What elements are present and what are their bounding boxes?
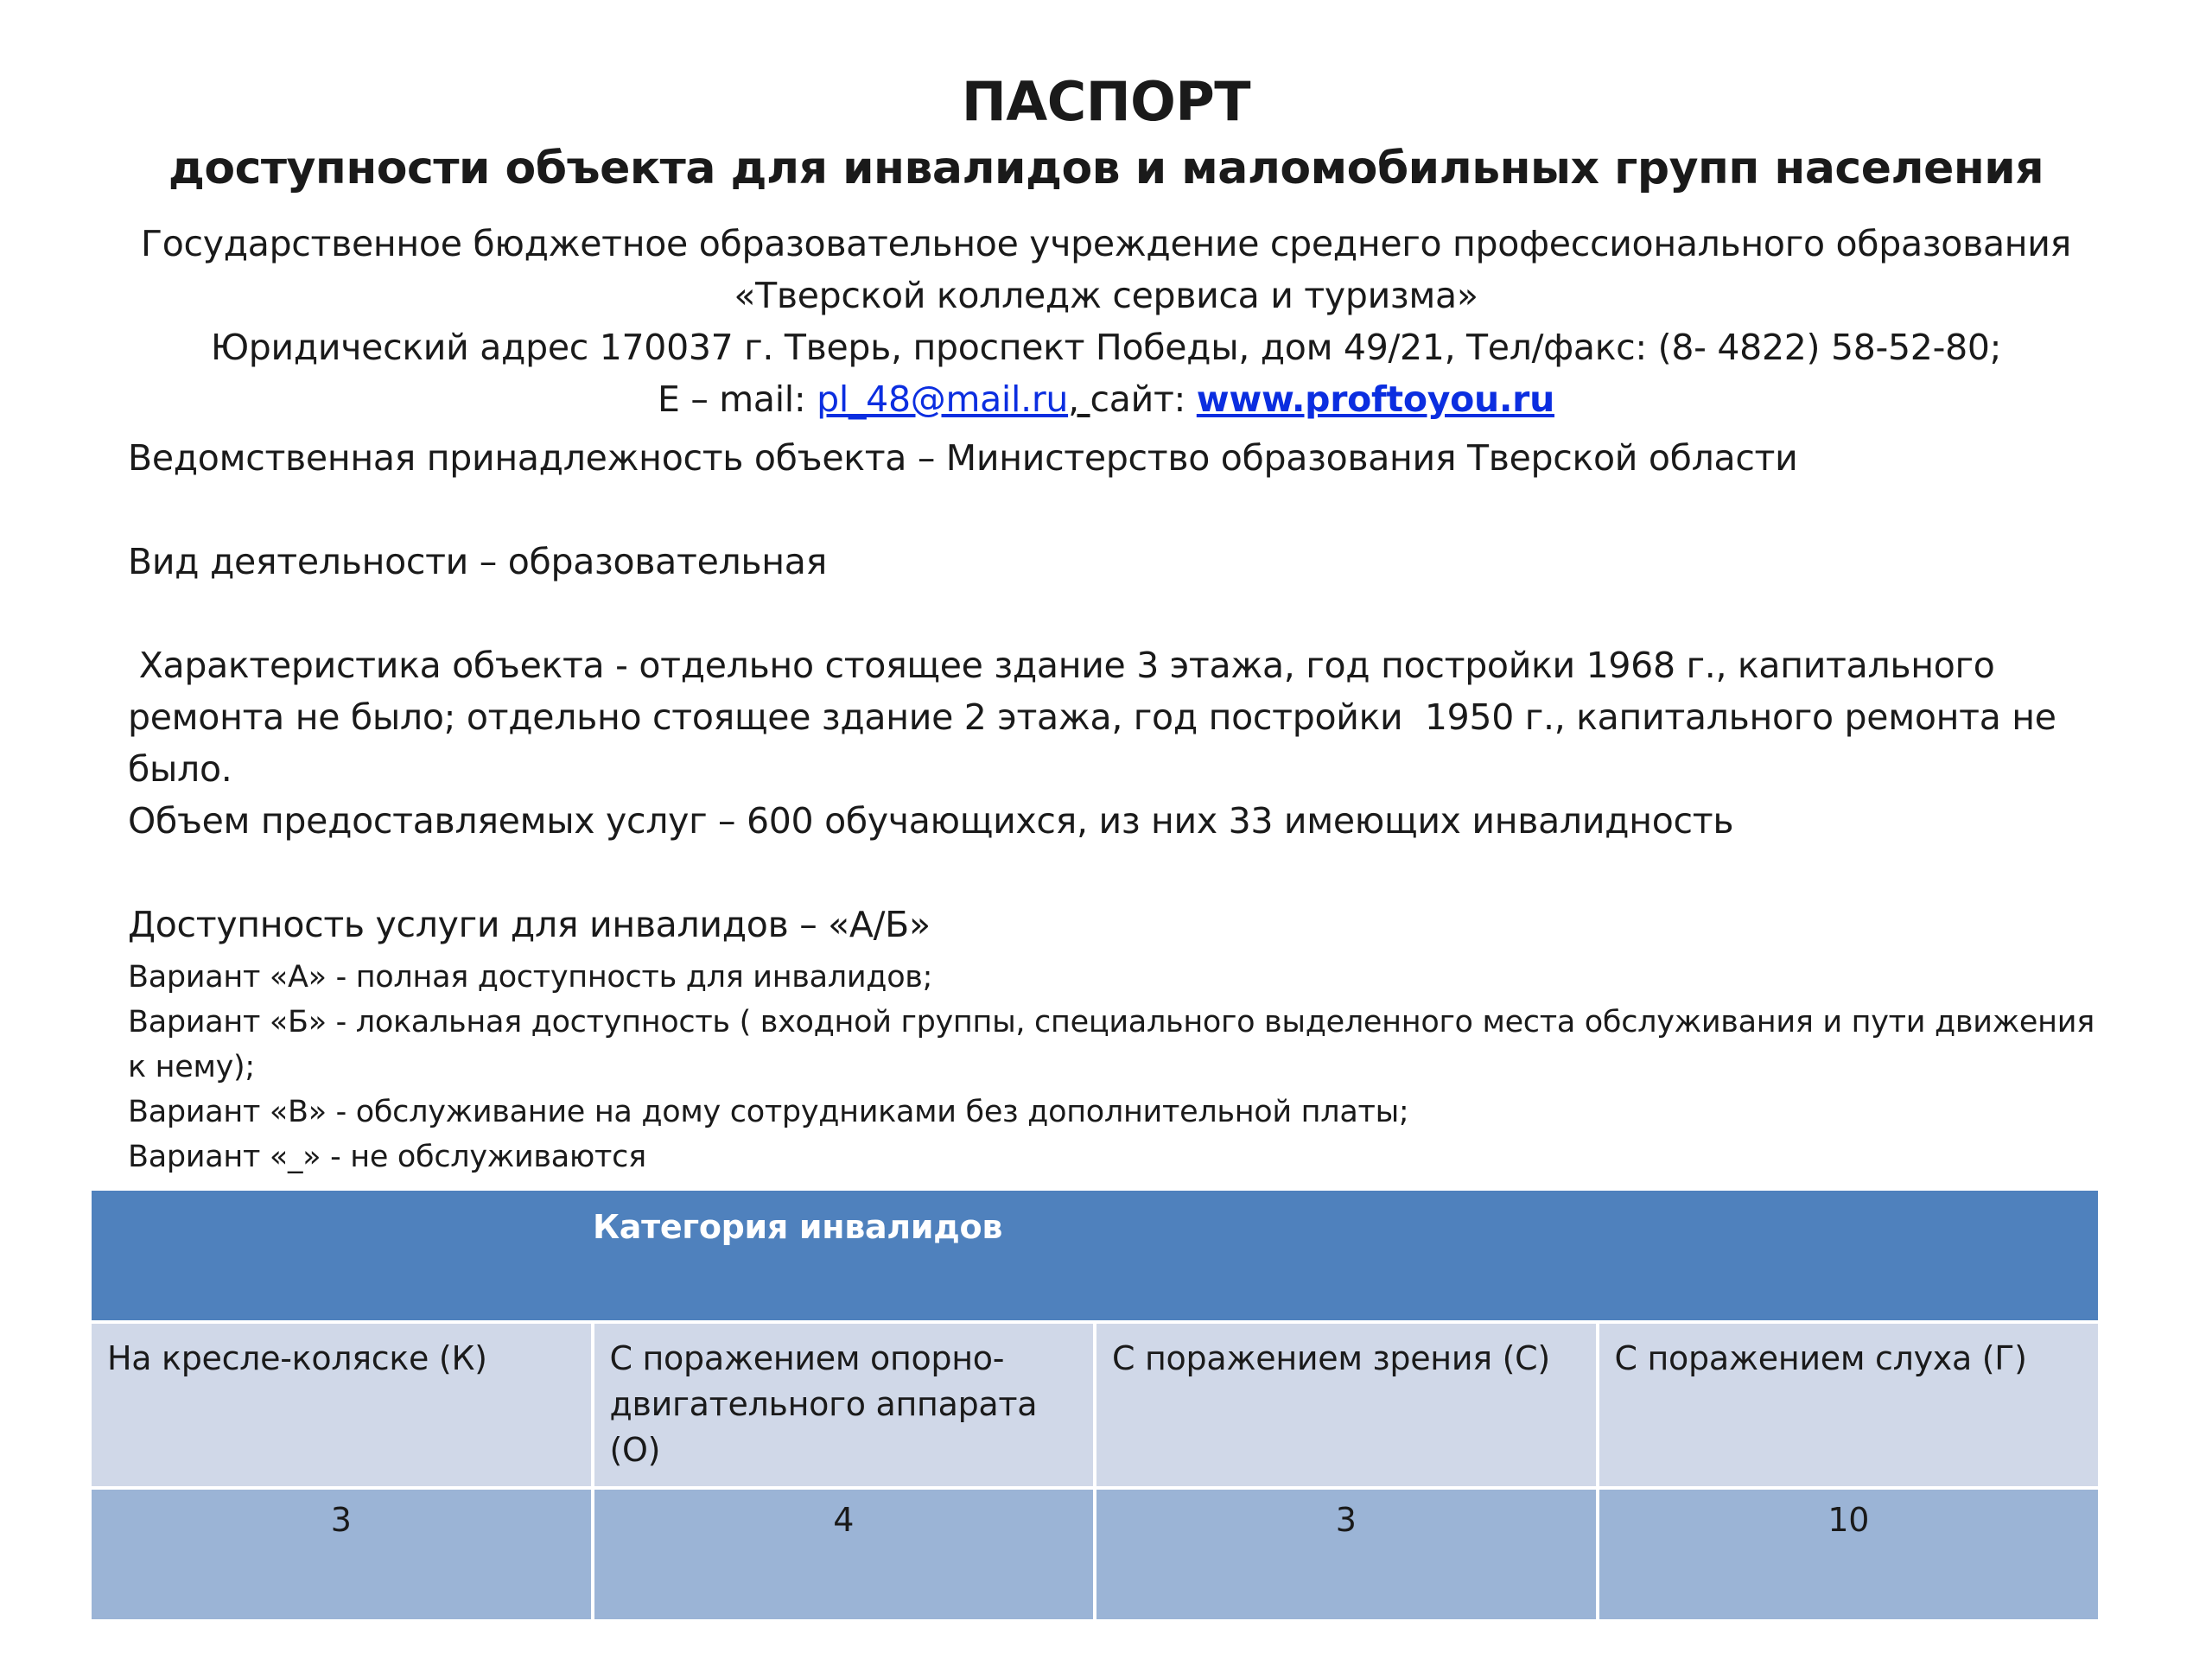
- disability-categories-table: [88, 1187, 2101, 1623]
- value-cell: 4: [593, 1488, 1096, 1621]
- value-cell: 3: [1095, 1488, 1598, 1621]
- variants-list: [128, 955, 2115, 1179]
- website-link[interactable]: www.proftoyou.ru: [1196, 378, 1554, 420]
- category-cell: На кресле-коляске (К): [90, 1322, 593, 1488]
- organization-info: [0, 218, 2212, 425]
- table-header-label: Категория инвалидов: [593, 1208, 1003, 1246]
- service-volume-text: Объем предоставляемых услуг – 600 обучающихся, из них 33 имеющих инвалидность: [128, 800, 1734, 842]
- site-label: сайт:: [1090, 378, 1197, 420]
- email-separator: ,: [1068, 378, 1090, 420]
- legal-address: Юридический адрес 170037 г. Тверь, проспект Победы, дом 49/21, Тел/факс: (8- 4822) 58-52-80;: [210, 327, 2002, 368]
- variant-b: Вариант «Б» - локальная доступность ( входной группы, специального выделенного места обслуживания и пути движения к нему);: [128, 1005, 2094, 1084]
- category-cell: С поражением опорно-двигательного аппарата (О): [593, 1322, 1096, 1488]
- characteristics-text: Характеристика объекта - отдельно стоящее здание 3 этажа, год постройки 1968 г., капитального ремонта не было; отдельно стоящее здание 2 этажа, год постройки 1950 г., капитального ремонта не было.: [128, 645, 2068, 790]
- availability-text: Доступность услуги для инвалидов – «А/Б»: [128, 904, 931, 945]
- table-header-cell: [90, 1189, 2100, 1322]
- variant-v: Вариант «В» - обслуживание на дому сотрудниками без дополнительной платы;: [128, 1095, 1409, 1129]
- table-row: [90, 1488, 2100, 1621]
- value-cell: 10: [1598, 1488, 2101, 1621]
- organization-short-name: «Тверской колледж сервиса и туризма»: [734, 275, 1478, 316]
- variant-none: Вариант «_» - не обслуживаются: [128, 1140, 646, 1174]
- email-link[interactable]: pl_48@mail.ru: [817, 378, 1069, 420]
- activity-text: Вид деятельности – образовательная: [128, 541, 827, 582]
- contacts-line: [0, 373, 2212, 425]
- table-header-row: [90, 1189, 2100, 1322]
- table-row: [90, 1322, 2100, 1488]
- value-cell: 3: [90, 1488, 593, 1621]
- category-cell: С поражением зрения (С): [1095, 1322, 1598, 1488]
- affiliation-text: Ведомственная принадлежность объекта – Министерство образования Тверской области: [128, 437, 1798, 479]
- document-subtitle: доступности объекта для инвалидов и маломобильных групп населения: [168, 143, 2044, 194]
- organization-name: Государственное бюджетное образовательное учреждение среднего профессионального образования: [141, 223, 2071, 264]
- document-title: ПАСПОРТ: [961, 70, 1251, 133]
- variant-a: Вариант «А» - полная доступность для инвалидов;: [128, 960, 933, 995]
- category-cell: С поражением слуха (Г): [1598, 1322, 2101, 1488]
- email-label: E – mail:: [657, 378, 817, 420]
